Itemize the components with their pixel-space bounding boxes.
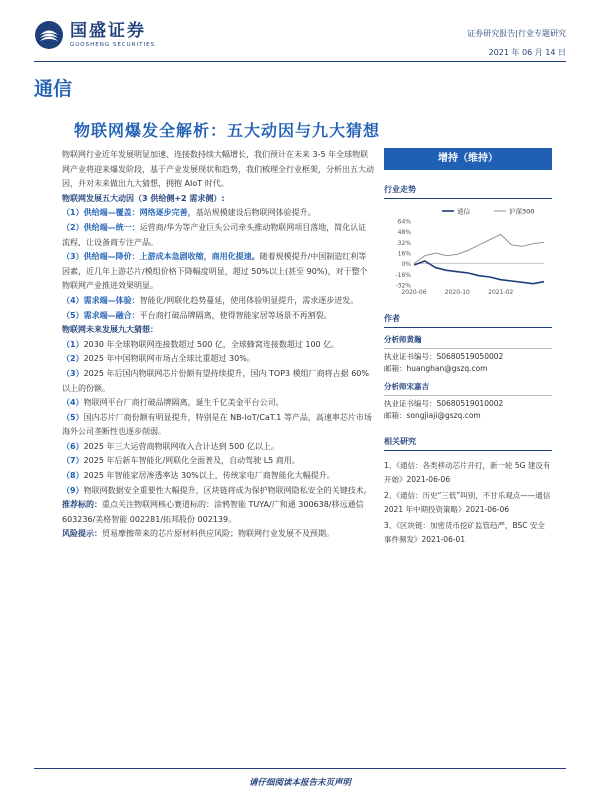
legend-label: 通信 <box>457 207 470 216</box>
series-line-telecom <box>414 261 544 284</box>
prediction-item <box>62 338 374 353</box>
driver-number: （5） <box>62 310 84 320</box>
prediction-number: （2） <box>62 354 84 364</box>
recommend-label: 推荐标的： <box>62 500 102 510</box>
y-tick-label: 32% <box>397 239 411 247</box>
related-item[interactable]: 1、《通信：各类移动芯片开打，新一轮 5G 建设有开始》2021-06-06 <box>384 461 551 484</box>
prediction-text: 2025 年三大运营商物联网收入合计达到 500 亿以上。 <box>83 441 279 451</box>
prediction-number: （6） <box>62 441 84 451</box>
driver-item <box>62 294 374 309</box>
drivers-heading: 物联网发展五大动因（3 供给侧+2 需求侧）: <box>62 193 225 203</box>
trend-title: 行业走势 <box>384 184 552 199</box>
trend-chart <box>384 205 552 297</box>
driver-number: （4） <box>62 295 84 305</box>
prediction-item <box>62 440 374 455</box>
report-date: 2021 年 06 月 14 日 <box>488 48 566 57</box>
prediction-item <box>62 367 374 396</box>
driver-number: （1） <box>62 208 84 218</box>
logo-name: 国盛证券 <box>70 21 146 41</box>
y-tick-label: 0% <box>401 261 411 269</box>
prediction-item <box>62 469 374 484</box>
prediction-number: （4） <box>62 398 84 408</box>
driver-text: 运营商/华为等产业巨头公司牵头推动物联网项目落地，简化认证流程，让设备商专注产品。 <box>62 222 367 247</box>
prediction-item <box>62 411 374 440</box>
y-tick-label: 48% <box>397 229 411 237</box>
prediction-text: 2025 年智能家居渗透率达 30%以上，传统家电厂商智能化大幅提升。 <box>83 471 335 481</box>
footer-disclaimer: 请仔细阅读本报告末页声明 <box>248 778 351 788</box>
driver-text: 平台商打破品牌隔离，使得智能家居等场景不再割裂。 <box>139 310 332 320</box>
driver-number: （2） <box>62 222 84 232</box>
driver-title: 供给端—统一： <box>83 222 140 232</box>
header-divider <box>34 61 566 62</box>
drivers-list <box>62 206 374 323</box>
prediction-text: 2025 年中国物联网市场占全球比重超过 30%。 <box>83 354 255 364</box>
related-title: 相关研究 <box>384 436 552 451</box>
footer-divider <box>34 768 566 769</box>
risk-paragraph <box>62 527 374 542</box>
y-tick-label: -32% <box>395 282 411 290</box>
x-tick-label: 2020-10 <box>444 289 470 296</box>
prediction-number: （8） <box>62 471 84 481</box>
prediction-number: （3） <box>62 368 84 378</box>
legend-label: 沪深300 <box>509 207 535 216</box>
intro-paragraph: 物联网行业近年发展明显加速、连接数持续大幅增长，我们预计在未来 3-5 年全球物联网产业将迎来爆发阶段，基于产业发展现状和趋势，我们梳理全行业框架，分析出五大动因，并对未来做出九大猜想，拥抱 AIoT 时代。 <box>62 150 374 189</box>
prediction-item <box>62 454 374 469</box>
related-item[interactable]: 3、《区块链：加密货币挖矿监管趋严，BSC 安全事件频发》2021-06-01 <box>384 521 545 544</box>
logo-english: GUOSHENG SECURITIES <box>70 42 156 48</box>
predictions-list <box>62 338 374 499</box>
analyst-card <box>384 334 552 375</box>
prediction-text: 物联网数据安全重要性大幅提升，区块链将成为保护物联网隐私安全的关键技术。 <box>83 485 372 495</box>
analyst-name: 分析师黄瀚 <box>384 334 552 349</box>
driver-item <box>62 250 374 294</box>
series-line-csi300 <box>414 234 544 263</box>
prediction-number: （5） <box>62 412 84 422</box>
prediction-text: 2025 年后国内物联网芯片份额有望持续提升，国内 TOP3 模组厂商将占据 60%以上的份额。 <box>62 368 369 393</box>
analyst-email[interactable]: 邮箱：songjiaji@gszq.com <box>384 411 481 420</box>
driver-title: 需求端—融合： <box>83 310 140 320</box>
main-content <box>62 148 374 542</box>
prediction-number: （1） <box>62 339 84 349</box>
logo-mark-icon <box>34 20 64 50</box>
x-tick-label: 2021-02 <box>488 289 514 296</box>
predictions-heading: 物联网未来发展九大猜想： <box>62 325 158 335</box>
analyst-cert: 执业证书编号：S0680519010002 <box>384 399 504 408</box>
y-tick-label: -16% <box>395 271 411 279</box>
driver-item <box>62 221 374 250</box>
prediction-text: 2025 年后新车智能化/网联化全面普及，自动驾驶 L5 商用。 <box>83 456 300 466</box>
risk-text: 贸易摩擦带来的芯片原材料供应风险；物联网行业发展不及预期。 <box>102 529 334 539</box>
rating-badge: 增持（维持） <box>384 148 552 170</box>
prediction-text: 国内芯片厂商份额有明显提升，特别是在 NB-IoT/CaT.1 等产品，高速率芯片市场海外公司垄断性也逐步削弱。 <box>62 412 372 437</box>
driver-title: 供给端—降价：上游成本急剧收缩，商用化提速。 <box>83 252 260 262</box>
prediction-text: 物联网平台厂商打破品牌隔离，诞生千亿美金平台公司。 <box>83 398 284 408</box>
prediction-number: （7） <box>62 456 84 466</box>
prediction-text: 2030 年全球物联网连接数超过 500 亿，全球蜂窝连接数超过 100 亿。 <box>83 339 340 349</box>
x-tick-label: 2020-06 <box>401 289 427 296</box>
report-title: 物联网爆发全解析：五大动因与九大猜想 <box>74 121 381 140</box>
risk-label: 风险提示： <box>62 529 102 539</box>
driver-title: 需求端—体验： <box>83 295 140 305</box>
sidebar <box>384 148 552 549</box>
driver-text: 基站规模建设后物联网体验提升。 <box>195 208 316 218</box>
analyst-card <box>384 381 552 422</box>
related-item[interactable]: 2、《通信：历史“三低”叫别，不甘乐观点——通信 2021 年中期投资策略》2021-06-06 <box>384 491 551 514</box>
driver-title: 供给端—覆盖：网络逐步完善， <box>83 208 196 218</box>
prediction-number: （9） <box>62 485 84 495</box>
driver-text: 智能化/网联化趋势蔓延，使用体验明显提升，需求逐步迸发。 <box>139 295 359 305</box>
author-title: 作者 <box>384 313 552 328</box>
industry-name: 通信 <box>34 78 73 100</box>
driver-text: 随着规模提升/中国制造红利等因素，近几年上游芯片/模组价格下降幅度明显，超过 50%以上(甚至 90%)，对于整个物联网产业推进效果明显。 <box>62 252 368 291</box>
report-type: 证券研究报告|行业专题研究 <box>467 29 566 38</box>
prediction-item <box>62 396 374 411</box>
y-tick-label: 64% <box>397 218 411 226</box>
prediction-item <box>62 484 374 499</box>
prediction-item <box>62 352 374 367</box>
driver-item <box>62 309 374 324</box>
y-tick-label: 16% <box>397 250 411 258</box>
analyst-name: 分析师宋嘉吉 <box>384 381 552 396</box>
analyst-cert: 执业证书编号：S0680519050002 <box>384 352 504 361</box>
driver-item <box>62 206 374 221</box>
related-list <box>384 459 552 546</box>
brand-logo <box>34 20 155 50</box>
driver-number: （3） <box>62 252 84 262</box>
recommend-paragraph <box>62 498 374 527</box>
analyst-email[interactable]: 邮箱：huanghan@gszq.com <box>384 364 488 373</box>
recommend-text: 重点关注物联网核心赛道标的：涂鸦智能 TUYA/广和通 300638/移远通信 603236/美格智能 002281/拓邦股份 002139。 <box>62 500 364 524</box>
